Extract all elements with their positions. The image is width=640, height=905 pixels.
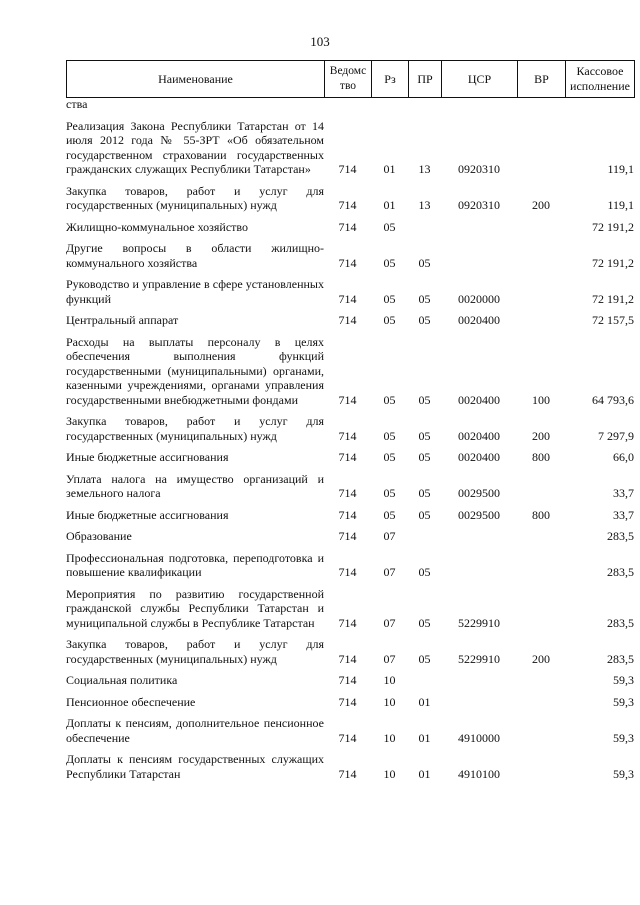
cell-name: Закупка товаров, работ и услуг для государственных (муниципальных) нужд bbox=[66, 183, 324, 212]
table-row bbox=[66, 587, 634, 631]
cell-rz: 10 bbox=[383, 766, 396, 781]
cell-rz: 07 bbox=[383, 565, 396, 579]
table-row bbox=[66, 508, 634, 523]
cell-vr: 200 bbox=[532, 428, 550, 443]
cell-name: Пенсионное обеспечение bbox=[66, 694, 196, 709]
cell-ved: 714 bbox=[338, 507, 357, 522]
table-row bbox=[66, 119, 634, 177]
table-row bbox=[66, 241, 634, 270]
cell-rz: 01 bbox=[383, 198, 396, 212]
cell-sum: 59,3 bbox=[613, 730, 634, 745]
cell-name: Закупка товаров, работ и услуг для государственных (муниципальных) нужд bbox=[66, 414, 324, 443]
cell-ved: 714 bbox=[338, 450, 357, 464]
cell-ved: 714 bbox=[338, 428, 357, 443]
cell-name: Центральный аппарат bbox=[66, 313, 179, 327]
header-name: Наименование bbox=[67, 61, 325, 98]
cell-vr: 200 bbox=[532, 198, 550, 212]
table-row bbox=[66, 220, 634, 235]
table-row bbox=[66, 277, 634, 306]
cell-csr: 0020400 bbox=[458, 392, 500, 407]
cell-ved: 714 bbox=[338, 392, 357, 407]
cell-ved: 714 bbox=[338, 291, 357, 306]
cell-rz: 01 bbox=[383, 162, 396, 176]
cell-csr: 0020000 bbox=[458, 291, 500, 306]
cell-csr: 0920310 bbox=[458, 162, 500, 176]
table-row bbox=[66, 695, 634, 710]
cell-sum: 59,3 bbox=[613, 766, 634, 781]
cell-name: Доплаты к пенсиям государственных служащих Республики Татарстан bbox=[66, 752, 324, 781]
cell-sum: 283,5 bbox=[607, 529, 634, 543]
header-rz: Рз bbox=[372, 61, 409, 98]
cell-sum: 33,7 bbox=[613, 507, 634, 522]
cell-sum: 33,7 bbox=[613, 486, 634, 500]
cell-ved: 714 bbox=[338, 565, 357, 579]
cell-rz: 05 bbox=[383, 507, 396, 522]
cell-sum: 64 793,6 bbox=[592, 392, 634, 407]
cell-sum: 283,5 bbox=[607, 651, 634, 666]
cell-ved: 714 bbox=[338, 766, 357, 781]
cell-pr: 01 bbox=[418, 730, 431, 745]
cell-name: Социальная политика bbox=[66, 673, 178, 687]
cell-ved: 714 bbox=[338, 529, 357, 543]
cell-sum: 283,5 bbox=[607, 565, 634, 579]
cell-rz: 07 bbox=[383, 651, 396, 666]
cell-name: Другие вопросы в области жилищно-коммунального хозяйства bbox=[66, 241, 324, 270]
cell-vr: 200 bbox=[532, 651, 550, 666]
cell-pr: 05 bbox=[418, 392, 431, 407]
cell-pr: 05 bbox=[418, 615, 431, 630]
cell-name: Доплаты к пенсиям, дополнительное пенсионное обеспечение bbox=[66, 716, 324, 745]
cell-pr: 05 bbox=[418, 428, 431, 443]
cell-csr: 0029500 bbox=[458, 486, 500, 500]
cell-ved: 714 bbox=[338, 730, 357, 745]
table-row bbox=[66, 313, 634, 328]
cell-pr: 05 bbox=[418, 291, 431, 306]
cell-sum: 59,3 bbox=[613, 694, 634, 709]
cell-sum: 119,1 bbox=[607, 198, 634, 212]
cell-ved: 714 bbox=[338, 313, 357, 327]
cell-csr: 0029500 bbox=[458, 507, 500, 522]
cell-csr: 5229910 bbox=[458, 615, 500, 630]
cell-ved: 714 bbox=[338, 486, 357, 500]
cell-csr: 4910000 bbox=[458, 730, 500, 745]
table-row bbox=[66, 529, 634, 544]
cell-vr: 100 bbox=[532, 392, 550, 407]
cell-csr: 0920310 bbox=[458, 198, 500, 212]
cell-csr: 4910100 bbox=[458, 766, 500, 781]
cell-pr: 13 bbox=[418, 162, 431, 176]
cell-sum: 72 191,2 bbox=[592, 219, 634, 234]
cell-rz: 07 bbox=[383, 529, 396, 543]
table-row bbox=[66, 335, 634, 408]
cell-name: Жилищно-коммунальное хозяйство bbox=[66, 219, 249, 234]
cell-sum: 66,0 bbox=[613, 450, 634, 464]
cell-csr: 0020400 bbox=[458, 450, 500, 464]
cell-sum: 119,1 bbox=[607, 162, 634, 176]
cell-pr: 01 bbox=[418, 766, 431, 781]
table-row bbox=[66, 472, 634, 501]
table-row bbox=[66, 551, 634, 580]
cell-pr: 05 bbox=[418, 255, 431, 270]
cell-sum: 283,5 bbox=[607, 615, 634, 630]
cell-ved: 714 bbox=[338, 198, 357, 212]
cell-sum: 72 191,2 bbox=[592, 291, 634, 306]
table-row bbox=[66, 716, 634, 745]
cell-rz: 10 bbox=[383, 673, 396, 687]
cell-rz: 07 bbox=[383, 615, 396, 630]
cell-pr: 05 bbox=[418, 486, 431, 500]
cell-ved: 714 bbox=[338, 615, 357, 630]
cell-ved: 714 bbox=[338, 651, 357, 666]
cell-name: Руководство и управление в сфере установленных функций bbox=[66, 277, 324, 306]
cell-name: Иные бюджетные ассигнования bbox=[66, 507, 229, 522]
cell-name: Уплата налога на имущество организаций и земельного налога bbox=[66, 471, 324, 500]
table-row bbox=[66, 752, 634, 781]
cell-rz: 05 bbox=[383, 291, 396, 306]
cell-ved: 714 bbox=[338, 255, 357, 270]
cell-name: Расходы на выплаты персоналу в целях обеспечения выполнения функций государственными (муниципальными) органами, казенными учреждениями, органами управления государственными внебюджетными фондами bbox=[66, 334, 324, 407]
cell-ved: 714 bbox=[338, 673, 357, 687]
table-row bbox=[66, 637, 634, 666]
cell-name: Иные бюджетные ассигнования bbox=[66, 450, 229, 464]
cell-rz: 10 bbox=[383, 730, 396, 745]
cell-csr: 5229910 bbox=[458, 651, 500, 666]
table-row bbox=[66, 184, 634, 213]
header-vr: ВР bbox=[518, 61, 566, 98]
cell-rz: 05 bbox=[383, 486, 396, 500]
cell-csr: 0020400 bbox=[458, 313, 500, 327]
cell-sum: 72 191,2 bbox=[592, 255, 634, 270]
cell-rz: 05 bbox=[383, 313, 396, 327]
cell-name: Мероприятия по развитию государственной гражданской службы Республики Татарстан и муниципальной службы в Республике Татарстан bbox=[66, 586, 324, 630]
cell-pr: 13 bbox=[418, 198, 431, 212]
cell-csr: 0020400 bbox=[458, 428, 500, 443]
cell-rz: 10 bbox=[383, 694, 396, 709]
table-header bbox=[66, 60, 635, 98]
cell-sum: 59,3 bbox=[613, 673, 634, 687]
cell-rz: 05 bbox=[383, 392, 396, 407]
cell-ved: 714 bbox=[338, 694, 357, 709]
table-row bbox=[66, 450, 634, 465]
page-number: 103 bbox=[310, 34, 330, 49]
table-row bbox=[66, 414, 634, 443]
cell-pr: 05 bbox=[418, 450, 431, 464]
cell-pr: 05 bbox=[418, 651, 431, 666]
cell-ved: 714 bbox=[338, 219, 357, 234]
cell-rz: 05 bbox=[383, 219, 396, 234]
table-body bbox=[66, 97, 634, 788]
cell-pr: 05 bbox=[418, 565, 431, 579]
header-ved: Ведомство bbox=[325, 61, 372, 98]
cell-name: Образование bbox=[66, 529, 132, 543]
header-pr: ПР bbox=[409, 61, 442, 98]
cell-rz: 05 bbox=[383, 428, 396, 443]
cell-pr: 05 bbox=[418, 507, 431, 522]
cell-rz: 05 bbox=[383, 255, 396, 270]
cell-vr: 800 bbox=[532, 507, 550, 522]
cell-rz: 05 bbox=[383, 450, 396, 464]
continuation-text: ства bbox=[66, 97, 88, 111]
cell-sum: 72 157,5 bbox=[592, 313, 634, 327]
header-sum: Кассовое исполнение bbox=[566, 61, 635, 98]
table-row bbox=[66, 673, 634, 688]
cell-ved: 714 bbox=[338, 162, 357, 176]
cell-name: Профессиональная подготовка, переподготовка и повышение квалификации bbox=[66, 550, 324, 579]
cell-pr: 05 bbox=[418, 313, 431, 327]
cell-name: Реализация Закона Республики Татарстан от 14 июля 2012 года № 55-ЗРТ «Об обязательном государственном страховании государственных гражданских служащих Республики Татарстан» bbox=[66, 118, 324, 176]
cell-name: Закупка товаров, работ и услуг для государственных (муниципальных) нужд bbox=[66, 637, 324, 666]
header-csr: ЦСР bbox=[442, 61, 518, 98]
cell-pr: 01 bbox=[418, 694, 431, 709]
cell-sum: 7 297,9 bbox=[598, 428, 634, 443]
cell-vr: 800 bbox=[532, 450, 550, 464]
